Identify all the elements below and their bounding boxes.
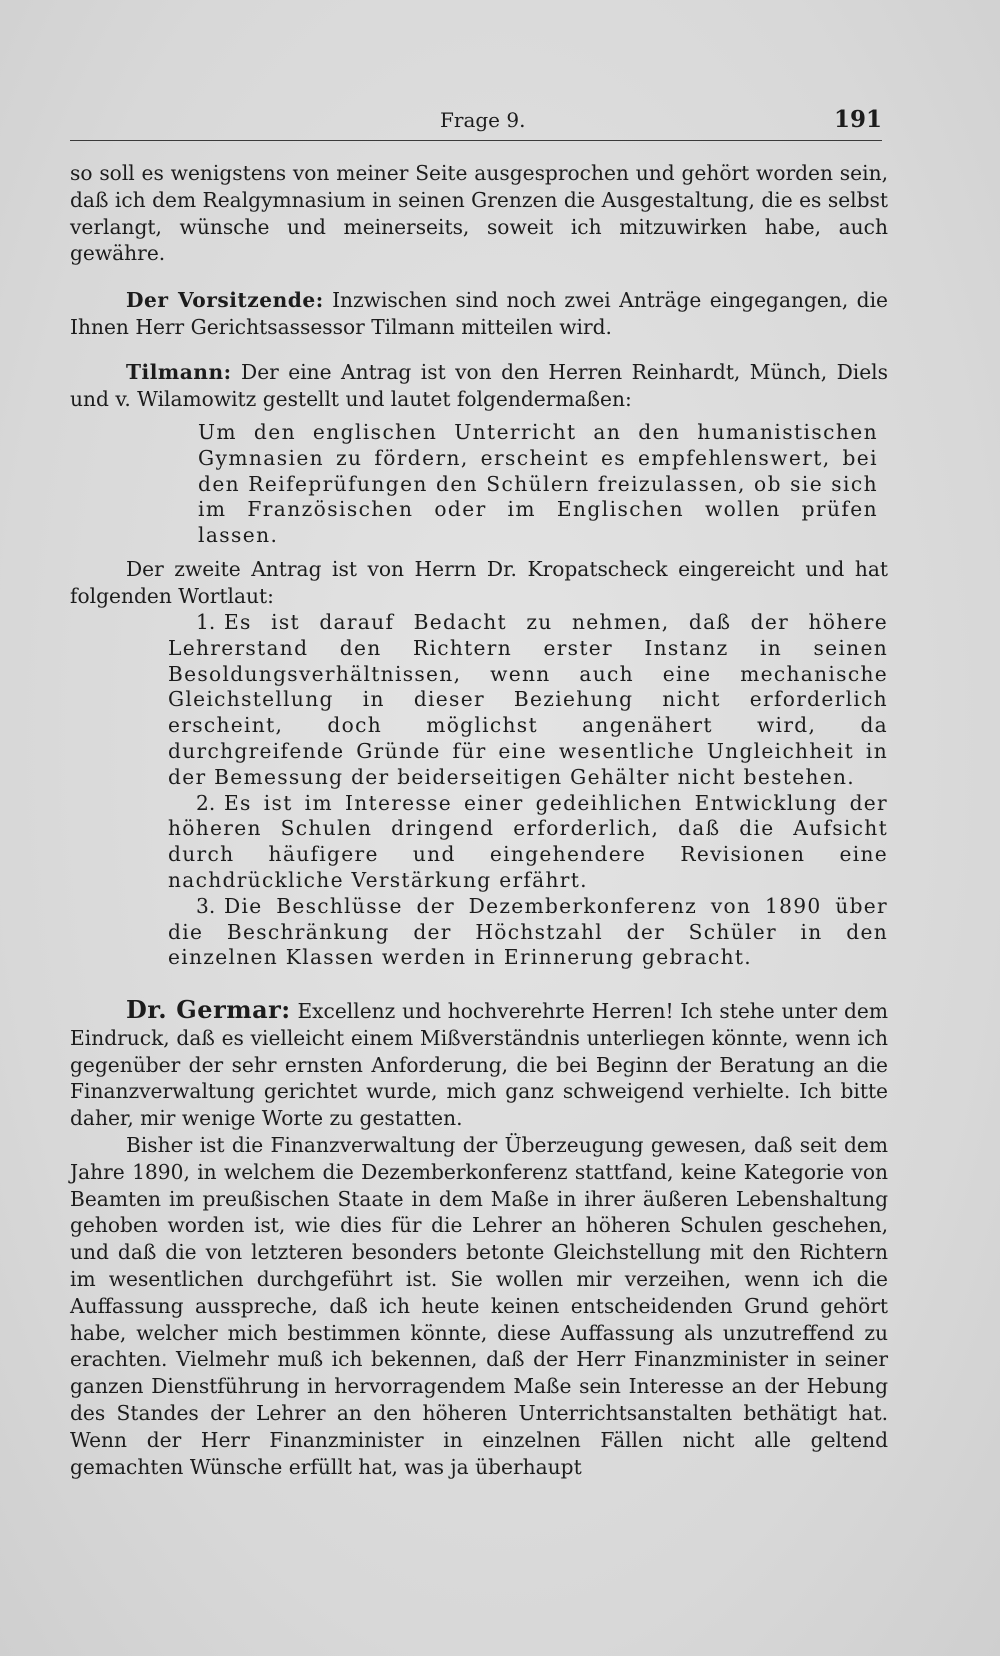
running-head xyxy=(70,104,882,141)
motion-item-text: Es ist darauf Bedacht zu nehmen, daß der höhere Lehrerstand den Richtern erster Instanz in seinen Besoldungsverhältnissen, wenn auch eine mechanische Gleichstellung in dieser Beziehung nicht erforderlich erscheint, doch möglichst angenähert wird, da durchgreifende Gründe für eine wesentliche Ungleichheit in der Bemessung der beiderseitigen Gehälter nicht bestehen. xyxy=(168,609,888,789)
speech-germar: Excellenz und hochverehrte Herren! Ich stehe unter dem Eindruck, daß es vielleicht einem Mißverständnis unterliegen könnte, wenn ich gegenüber der sehr ernsten Anforderung, die bei Beginn der Beratung an die Finanzverwaltung gerichtet wurde, mich ganz schweigend verhielte. Ich bitte daher, mir wenige Worte zu gestatten. xyxy=(70,999,888,1131)
motion-item-number: 3. xyxy=(196,893,216,918)
paragraph-second-motion: Der zweite Antrag ist von Herrn Dr. Kropatscheck eingereicht und hat folgenden Wortlaut: xyxy=(70,557,888,609)
motion-item-text: Die Beschlüsse der Dezemberkonferenz von 1890 über die Beschränkung der Höchstzahl der Schüler in den einzelnen Klassen werden in Erinnerung gebracht. xyxy=(168,893,888,970)
paragraph-germar xyxy=(70,997,888,1132)
motion-quote: Um den englischen Unterricht an den humanistischen Gymnasien zu fördern, erscheint es empfehlenswert, bei den Reifeprüfungen den Schülern freizulassen, ob sie sich im Französischen oder im Englischen wollen prüfen lassen. xyxy=(198,420,878,547)
motion-item-2 xyxy=(168,791,888,894)
motion-item-1 xyxy=(168,610,888,791)
paragraph-continuation: so soll es wenigstens von meiner Seite ausgesprochen und gehört worden sein, daß ich dem Realgymnasium in seinen Grenzen die Ausgestaltung, die es selbst verlangt, wünsche und meinerseits, soweit ich mitzuwirken habe, auch gewähre. xyxy=(70,161,888,266)
motion-item-number: 2. xyxy=(196,790,216,815)
speaker-tilmann: Tilmann: xyxy=(126,359,232,384)
speaker-vorsitzende: Der Vorsitzende: xyxy=(126,288,324,313)
body-text xyxy=(70,160,888,1480)
speaker-germar: Dr. Germar: xyxy=(126,995,291,1025)
page-number: 191 xyxy=(833,106,882,133)
motion-item-3 xyxy=(168,894,888,971)
speech-tilmann: Der eine Antrag ist von den Herren Reinhardt, Münch, Diels und v. Wilamowitz gestellt und lautet folgendermaßen: xyxy=(70,359,889,411)
paragraph-vorsitzende xyxy=(70,287,888,341)
paragraph-finanzverwaltung: Bisher ist die Finanzverwaltung der Überzeugung gewesen, daß seit dem Jahre 1890, in welchem die Dezemberkonferenz stattfand, keine Kategorie von Beamten im preußischen Staate in dem Maße in ihrer äußeren Lebenshaltung gehoben worden ist, wie dies für die Lehrer an höheren Schulen geschehen, und daß die von letzteren besonders betonte Gleichstellung mit den Richtern im wesentlichen durchgeführt ist. Sie wollen mir verzeihen, wenn ich die Auffassung ausspreche, daß ich heute keinen entscheidenden Grund gehört habe, welcher mich bestimmen könnte, diese Auffassung als unzutreffend zu erachten. Vielmehr muß ich bekennen, daß der Herr Finanzminister in seiner ganzen Dienstführung in hervorragendem Maße sein Interesse an der Hebung des Standes der Lehrer an den höheren Unterrichtsanstalten bethätigt hat. Wenn der Herr Finanzminister in einzelnen Fällen nicht alle geltend gemachten Wünsche erfüllt hat, was ja überhaupt xyxy=(70,1133,888,1479)
paragraph-tilmann xyxy=(70,359,888,413)
running-head-title: Frage 9. xyxy=(440,108,526,132)
motion-item-number: 1. xyxy=(196,609,216,634)
speech-vorsitzende: Inzwischen sind noch zwei Anträge eingegangen, die Ihnen Herr Gerichtsassessor Tilmann mitteilen wird. xyxy=(70,288,888,339)
motion-item-text: Es ist im Interesse einer gedeihlichen Entwicklung der höheren Schulen dringend erforderlich, daß die Aufsicht durch häufigere und eingehendere Revisionen eine nachdrückliche Verstärkung erfährt. xyxy=(168,790,888,892)
